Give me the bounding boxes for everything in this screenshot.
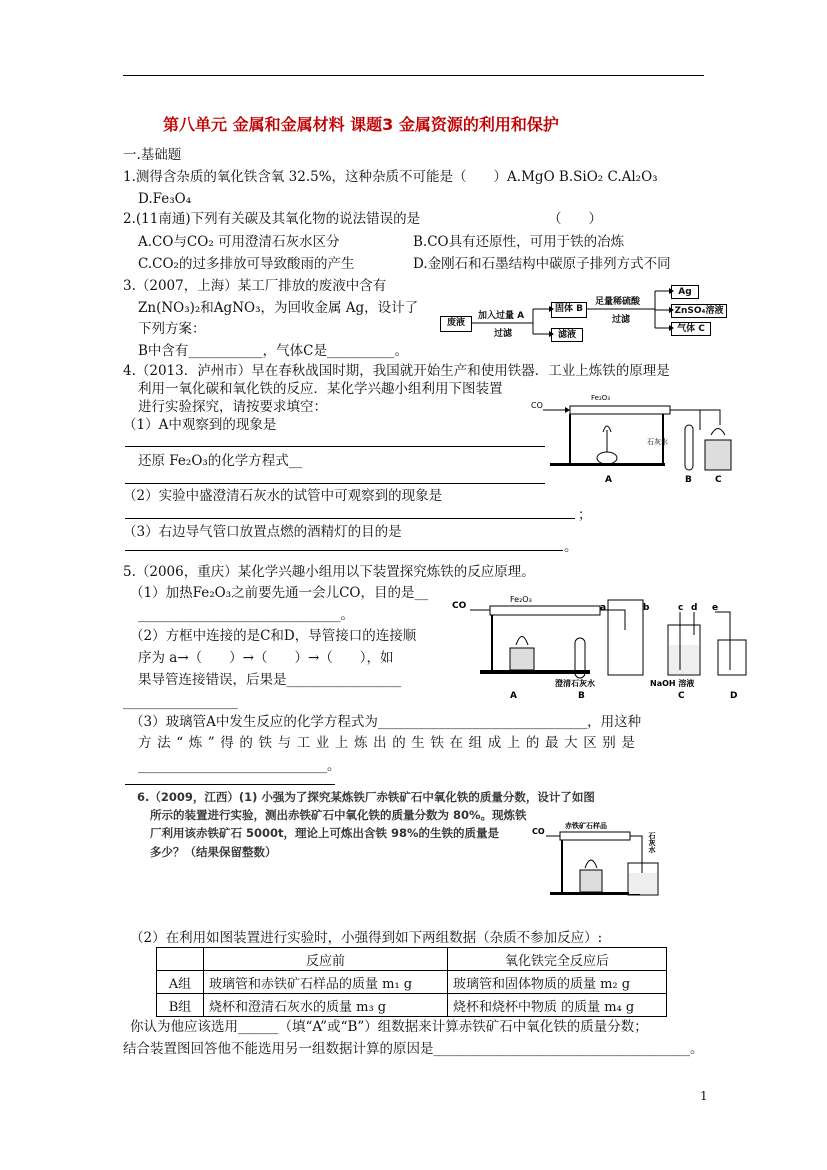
fig5-port-e: e — [712, 603, 719, 613]
fig5-label-D: D — [730, 691, 738, 700]
flow-step1-bottom: 过滤 — [494, 329, 513, 339]
q6-line3: 厂利用该赤铁矿石 5000t，理论上可炼出含铁 98%的生铁的质量是 — [150, 826, 500, 840]
q2-option-c: C.CO₂的过多排放可导致酸雨的产生 — [138, 256, 355, 272]
q6-line2: 所示的装置进行实验，测出赤铁矿石中氧化铁的质量分数为 80%。现炼铁 — [150, 808, 527, 822]
data-table — [156, 947, 667, 1017]
fig5-burner — [510, 648, 534, 670]
flow-step2-bottom: 过滤 — [612, 315, 631, 325]
flow-step2-top: 足量稀硫酸 — [595, 297, 641, 307]
q4-part2-end: ； — [578, 507, 592, 523]
q4-answer-line-3 — [125, 518, 575, 519]
fig5-beaker-d — [718, 640, 746, 675]
table-cell: 玻璃管和赤铁矿石样品的质量 m₁ g — [204, 971, 448, 994]
flow-filtrate-box: 滤液 — [551, 328, 583, 342]
fig4-fe2o3-label: Fe₂O₃ — [591, 394, 611, 402]
page-number: 1 — [700, 1089, 708, 1103]
q5-apparatus-figure — [450, 590, 750, 700]
table-header-row — [157, 948, 667, 971]
fig4-burner — [597, 452, 617, 464]
table-cell: B组 — [157, 994, 204, 1017]
fig4-lime-label: 石灰水 — [647, 438, 668, 446]
table-cell: 玻璃管和固体物质的质量 m₂ g — [447, 971, 666, 994]
q3-line2: Zn(NO₃)₂和AgNO₃，为回收金属 Ag，设计了 — [138, 300, 419, 316]
q4-part1: （1）A中观察到的现象是 — [123, 417, 277, 433]
fig6-co-label: CO — [532, 827, 545, 836]
flow-gas-c-box: 气体 C — [671, 322, 711, 336]
q3-line1: 3.（2007，上海）某工厂排放的废液中含有 — [123, 278, 387, 294]
fig5-glass-tube-a — [490, 606, 600, 615]
q2-stem: 2.(11南通)下列有关碳及其氧化物的说法错误的是 — [123, 211, 421, 227]
q6-line4: 多少？（结果保留整数） — [150, 845, 277, 859]
q4-line1: 4.（2013．泸州市）早在春秋战国时期，我国就开始生产和使用铁器．工业上炼铁的原理是 — [123, 363, 670, 379]
q5-stem: 5.（2006，重庆）某化学兴趣小组用以下装置探究炼铁的反应原理。 — [123, 564, 535, 580]
fig4-lamp-c — [705, 440, 731, 470]
q5-part3b: 方法“炼”得的铁与工业上炼出的生铁在组成上的最大区别是 — [138, 735, 641, 751]
q5-part1: （1）加热Fe₂O₃之前要先通一会儿CO，目的是__ — [130, 585, 428, 601]
fig5-port-c: c — [678, 603, 684, 613]
fig4-co-label: CO — [531, 401, 543, 410]
q4-line2: 利用一氧化碳和氧化铁的反应．某化学兴趣小组利用下图装置 — [138, 381, 503, 397]
fig5-port-d: d — [691, 603, 698, 613]
flow-znso4-box: ZnSO₄溶液 — [671, 304, 727, 318]
fig4-glass-tube — [570, 406, 670, 414]
q6-2-stem: （2）在利用如图装置进行实验时，小强得到如下两组数据（杂质不参加反应）: — [130, 930, 603, 946]
q4-part3: （3）右边导气管口放置点燃的酒精灯的目的是 — [123, 524, 402, 540]
section-heading: 一.基础题 — [123, 147, 182, 163]
fig6-burner — [580, 870, 602, 892]
q5-part1b: ______________________________。 — [138, 607, 354, 623]
q4-answer-line-2 — [125, 483, 545, 484]
table-row — [157, 994, 667, 1017]
q4-answer-line-4 — [125, 550, 563, 551]
table-header-cell: 反应前 — [204, 948, 448, 971]
q1-line2: D.Fe₃O₄ — [138, 191, 192, 207]
q4-answer-line-1 — [125, 446, 545, 447]
q1-line1: 1.测得含杂质的氧化铁含氧 32.5%，这种杂质不可能是（ ）A.MgO B.SiO₂ C.Al₂O₃ — [123, 169, 658, 185]
q5-part2b: 序为 a→（ ）→（ ）→（ ），如 — [138, 650, 394, 666]
fig5-label-B: B — [578, 691, 585, 700]
flow-arrows — [0, 0, 827, 400]
flow-solid-b-box: 固体 B — [551, 302, 587, 318]
fig5-co-label: CO — [452, 601, 467, 611]
fig5-naoh-label: NaOH 溶液 — [650, 679, 695, 688]
fig4-label-c: C — [715, 475, 722, 485]
q4-part1b: 还原 Fe₂O₃的化学方程式__ — [138, 453, 303, 469]
q2-paren: （ ） — [548, 211, 602, 227]
q2-option-b: B.CO具有还原性，可用于铁的冶炼 — [413, 234, 625, 250]
fig6-lime-label: 石灰水 — [648, 832, 656, 853]
table-cell: 烧杯和澄清石灰水的质量 m₃ g — [204, 994, 448, 1017]
q4-part3-end: 。 — [564, 539, 578, 555]
q4-apparatus-figure — [525, 390, 735, 490]
q5-part2d: _________________ — [123, 694, 238, 710]
q5-answer-rule — [125, 784, 335, 785]
flow-step1-top: 加入过量 A — [478, 311, 525, 321]
q3-line3: 下列方案： — [138, 321, 206, 337]
q6-2-line2: 结合装置图回答他不能选用另一组数据计算的原因是______________________________________。 — [123, 1041, 704, 1057]
q4-part2: （2）实验中盛澄清石灰水的试管中可观察到的现象是 — [123, 488, 443, 504]
fig5-port-a: a — [600, 603, 607, 613]
fig4-label-a: A — [605, 475, 612, 485]
fig5-lime-label: 澄清石灰水 — [555, 679, 595, 688]
q6-apparatus-figure — [530, 818, 680, 903]
fig5-label-A: A — [510, 691, 517, 700]
table-cell: A组 — [157, 971, 204, 994]
table-header-cell — [157, 948, 204, 971]
fig6-sample-label: 赤铁矿石样品 — [565, 822, 607, 830]
q5-part3c: ____________________________。 — [138, 758, 341, 774]
q2-option-d: D.金刚石和石墨结构中碳原子排列方式不同 — [413, 256, 671, 272]
table-row — [157, 971, 667, 994]
q6-2-line1: 你认为他应该选用______（填“A”或“B”）组数据来计算赤铁矿石中氧化铁的质量分数； — [130, 1019, 648, 1035]
q5-part2c: 果导管连接错误，后果是_________________ — [138, 672, 402, 688]
q5-part3: （3）玻璃管A中发生反应的化学方程式为_______________________________，用这种 — [130, 714, 642, 730]
page-title: 第八单元 金属和金属材料 课题3 金属资源的利用和保护 — [163, 115, 559, 134]
fig5-fe2o3-label: Fe₂O₃ — [510, 595, 532, 604]
fig6-glass-tube — [560, 832, 630, 840]
fig5-label-C: C — [678, 691, 685, 700]
fig5-port-b: b — [643, 603, 650, 613]
flow-ag-box: Ag — [671, 285, 699, 299]
flow-waste-box: 废液 — [440, 316, 472, 332]
q6-line1: 6.（2009，江西）(1) 小强为了探究某炼铁厂赤铁矿石中氧化铁的质量分数，设计了如图 — [137, 790, 595, 804]
q4-line3: 进行实验探究，请按要求填空： — [138, 399, 327, 415]
table-header-cell: 氧化铁完全反应后 — [447, 948, 666, 971]
q2-option-a: A.CO与CO₂ 可用澄清石灰水区分 — [138, 234, 340, 250]
fig4-label-b: B — [685, 475, 692, 485]
q3-line4: B中含有___________，气体C是__________。 — [138, 343, 408, 359]
q5-part2a: （2）方框中连接的是C和D，导管接口的连接顺 — [130, 628, 417, 644]
fig4-test-tube-b — [685, 425, 693, 470]
table-cell: 烧杯和烧杯中物质 的质量 m₄ g — [447, 994, 666, 1017]
